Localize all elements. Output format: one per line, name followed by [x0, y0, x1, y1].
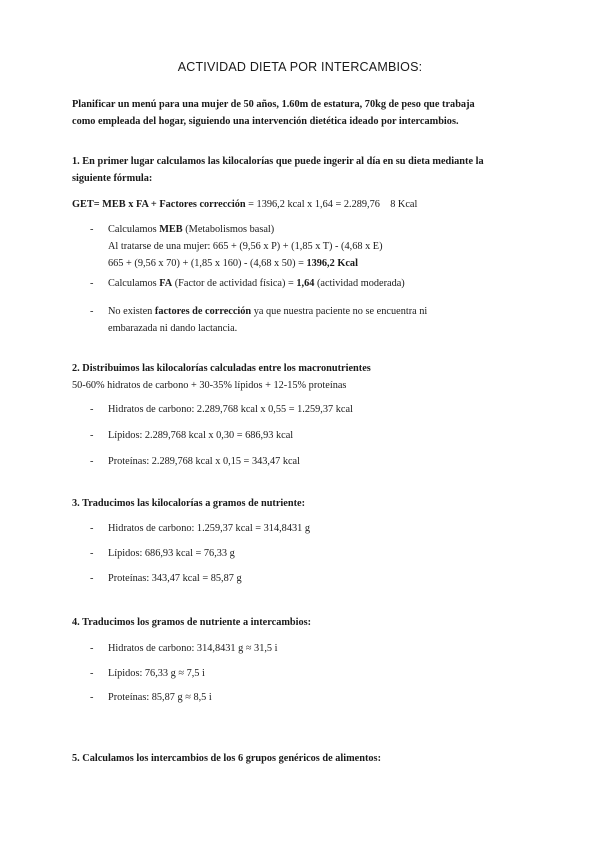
meb-prefix: Calculamos [108, 224, 160, 235]
bullet-marker: - [90, 306, 94, 317]
fa-bullet [108, 275, 528, 292]
page-title: ACTIVIDAD DIETA POR INTERCAMBIOS: [177, 60, 423, 74]
bullet-marker: - [90, 692, 94, 703]
bullet-marker: - [90, 523, 94, 534]
meb-suffix: (Metabolismos basal) [182, 224, 275, 235]
intro-line-1: Planificar un menú para una mujer de 50 años, 1.60m de estatura, 70kg de peso que trabaja [72, 99, 475, 110]
section-5-heading: 5. Calculamos los intercambios de los 6 grupos genéricos de alimentos: [72, 753, 381, 764]
bullet-marker: - [90, 573, 94, 584]
section-1-heading-line-2: siguiente fórmula: [72, 173, 153, 184]
fc-line-2: embarazada ni dando lactancia. [108, 323, 238, 334]
formula-label: GET= MEB x FA + Factores corrección [72, 199, 246, 210]
list-item: Proteínas: 2.289,768 kcal x 0,15 = 343,47 kcal [108, 456, 300, 467]
fa-description: (Factor de actividad física) = [172, 278, 297, 289]
fc-prefix: No existen [108, 306, 155, 317]
section-3-heading: 3. Traducimos las kilocalorías a gramos de nutriente: [72, 498, 306, 509]
meb-result: 1396,2 Kcal [306, 258, 358, 269]
meb-formula: Al tratarse de una mujer: 665 + (9,56 x P) + (1,85 x T) - (4,68 x E) [108, 241, 383, 252]
bullet-marker: - [90, 548, 94, 559]
fc-label: factores de corrección [154, 306, 252, 317]
section-2-heading: 2. Distribuimos las kilocalorías calculadas entre los macronutrientes [72, 363, 371, 374]
list-item: Proteínas: 343,47 kcal = 85,87 g [108, 573, 242, 584]
meb-calculation: 665 + (9,56 x 70) + (1,85 x 160) - (4,68 x 50) = [108, 258, 307, 269]
fa-label: FA [159, 278, 173, 289]
fc-bullet [108, 303, 528, 337]
fc-suffix: ya que nuestra paciente no se encuentra ni [251, 306, 428, 317]
section-2-subtitle: 50-60% hidratos de carbono + 30-35% lípidos + 12-15% proteínas [72, 380, 347, 391]
section-2 [72, 360, 532, 394]
section-1-heading-line-1: 1. En primer lugar calculamos las kilocalorías que puede ingerir al día en su dieta mediante la [72, 156, 484, 167]
meb-label: MEB [159, 224, 183, 235]
list-item: Lípidos: 2.289,768 kcal x 0,30 = 686,93 kcal [108, 430, 294, 441]
section-4-heading: 4. Traducimos los gramos de nutriente a intercambios: [72, 617, 312, 628]
list-item: Lípidos: 76,33 g ≈ 7,5 i [108, 668, 205, 679]
get-formula [72, 196, 532, 213]
fa-value: 1,64 [296, 278, 315, 289]
section-1-heading [72, 153, 532, 187]
fa-note: (actividad moderada) [314, 278, 405, 289]
bullet-marker: - [90, 278, 94, 289]
bullet-marker: - [90, 456, 94, 467]
bullet-marker: - [90, 430, 94, 441]
list-item: Hidratos de carbono: 2.289,768 kcal x 0,55 = 1.259,37 kcal [108, 404, 353, 415]
intro-paragraph [72, 96, 532, 130]
list-item: Hidratos de carbono: 1.259,37 kcal = 314,8431 g [108, 523, 310, 534]
formula-value: = 1396,2 kcal x 1,64 = 2.289,76 8 Kcal [245, 199, 418, 210]
list-item: Lípidos: 686,93 kcal = 76,33 g [108, 548, 235, 559]
fa-prefix: Calculamos [108, 278, 160, 289]
list-item: Proteínas: 85,87 g ≈ 8,5 i [108, 692, 212, 703]
bullet-marker: - [90, 643, 94, 654]
intro-line-2: como empleada del hogar, siguiendo una intervención dietética ideado por intercambios. [72, 116, 459, 127]
meb-bullet [108, 221, 528, 272]
list-item: Hidratos de carbono: 314,8431 g ≈ 31,5 i [108, 643, 278, 654]
bullet-marker: - [90, 404, 94, 415]
bullet-marker: - [90, 668, 94, 679]
bullet-marker: - [90, 224, 94, 235]
